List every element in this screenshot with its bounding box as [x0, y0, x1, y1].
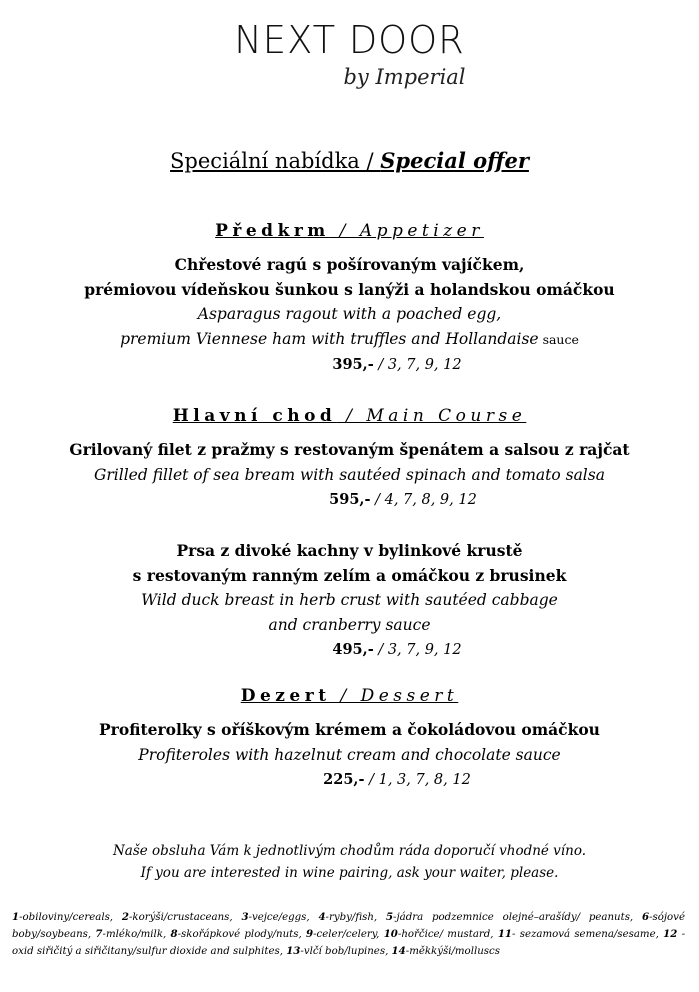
logo-name: NEXT DOOR: [234, 18, 465, 62]
dish-name-cz: Grilovaný filet z pražmy s restovaným špenátem a salsou z rajčat: [69, 440, 630, 459]
section-heading: [0, 219, 699, 243]
dish-allergens: / 1, 3, 7, 8, 12: [364, 772, 471, 788]
dish-name-en-small: sauce: [538, 331, 579, 347]
dish-allergens: / 3, 7, 9, 12: [373, 357, 462, 373]
wine-note-en: If you are interested in wine pairing, ask your waiter, please.: [140, 865, 559, 881]
heading-en: / Main Course: [346, 406, 527, 426]
page-title: [0, 144, 699, 178]
allergen-legend: 1-obiloviny/cereals, 2-korýši/crustaceans, 3-vejce/eggs, 4-ryby/fish, 5-jádra podzemnice olejné–arašídy/ peanuts, 6-sójové boby/soybeans, 7-mléko/milk, 8-skořápkové plody/nuts, 9-celer/celery, 10-hořčice/ mustard, 11- sezamová semena/sesame, 12 - oxid siřičitý a siřičitany/sulfur dioxide and sulphites, 13-vlčí bob/lupines, 14-měkkýši/molluscs: [12, 911, 686, 957]
dish-price-line: [0, 487, 699, 513]
heading-en: / Dessert: [340, 686, 459, 706]
dish-name-en: and cranberry sauce: [268, 615, 431, 634]
dish-price: 595,-: [329, 491, 371, 508]
logo-tagline: by Imperial: [343, 65, 466, 89]
dish-name-en: Wild duck breast in herb crust with sautéed cabbage: [141, 591, 558, 609]
wine-note-cz: Naše obsluha Vám k jednotlivým chodům ráda doporučí vhodné víno.: [112, 843, 587, 859]
dish-allergens: / 4, 7, 8, 9, 12: [370, 492, 477, 508]
heading-cz: Dezert: [240, 686, 331, 706]
dish-price-line: [0, 767, 699, 793]
dish-name-cz: Profiterolky s oříškovým krémem a čokoládovou omáčkou: [99, 720, 600, 739]
title-cz: Speciální nabídka /: [170, 149, 381, 173]
heading-cz: Hlavní chod: [172, 406, 337, 426]
section-heading: [0, 684, 699, 708]
dish-name-en: Grilled fillet of sea bream with sautéed spinach and tomato salsa: [94, 465, 605, 484]
section-dessert: [0, 684, 699, 793]
dish-price-line: [0, 637, 699, 663]
dish-name-cz: Chřestové ragú s pošírovaným vajíčkem,: [174, 255, 525, 274]
dish-name-en: Profiteroles with hazelnut cream and chocolate sauce: [138, 745, 561, 764]
wine-pairing-note: [0, 840, 699, 884]
dish-price: 495,-: [332, 641, 374, 658]
heading-en: / Appetizer: [339, 221, 484, 241]
dish-name-cz: Prsa z divoké kachny v bylinkové krustě: [176, 541, 523, 560]
dish-name-cz: s restovaným ranným zelím a omáčkou z brusinek: [132, 565, 567, 585]
dish-price: 395,-: [332, 356, 374, 373]
heading-cz: Předkrm: [215, 221, 330, 241]
section-appetizer: [0, 219, 699, 378]
dish-price: 225,-: [323, 771, 365, 788]
section-heading: [0, 404, 699, 428]
section-main-course: [0, 404, 699, 663]
title-en: Special offer: [380, 148, 529, 173]
dish-name-en: Asparagus ragout with a poached egg,: [197, 305, 502, 323]
dish-allergens: / 3, 7, 9, 12: [373, 642, 462, 658]
dish-price-line: [0, 352, 699, 378]
dish-name-en: [0, 327, 699, 353]
dish-name-en-text: premium Viennese ham with truffles and Hollandaise: [120, 329, 539, 348]
restaurant-logo: [0, 18, 699, 92]
dish-name-cz: prémiovou vídeňskou šunkou s lanýži a holandskou omáčkou: [84, 279, 615, 299]
